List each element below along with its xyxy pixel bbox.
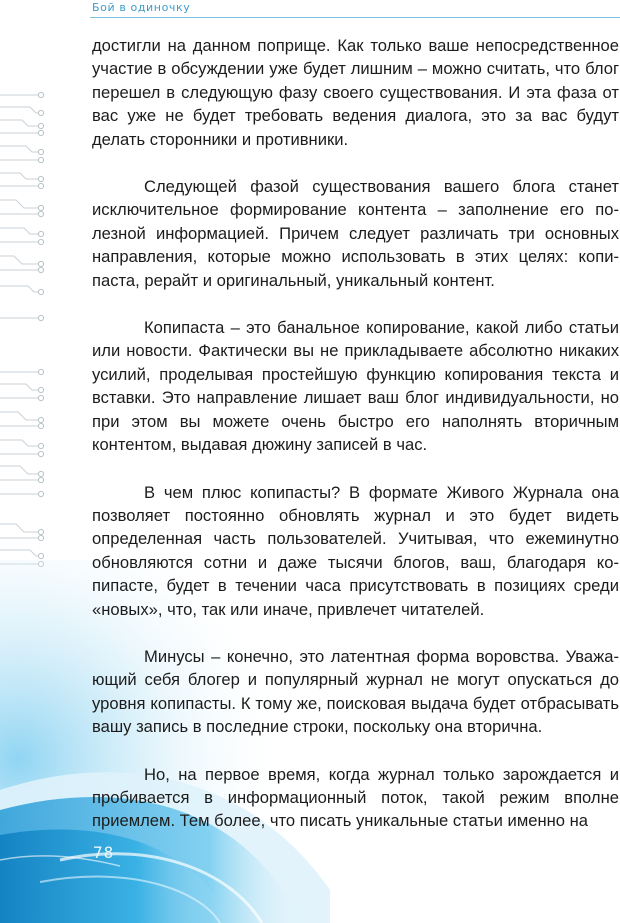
paragraph: Следующей фазой существования вашего блога станет исключительное формирование контента – заполнение его полезной информацией. Причем следует различать три основных направления, которые можно использовать в этих целях: копипаста, рерайт и оригинальный, уникальный контент. [92, 177, 619, 290]
paragraph: достигли на данном поприще. Как только ваше непосредственное участие в обсуждении уже будет лишним – можно считать, что блог перешел в следующую фазу своего существования. И эта фаза от вас уже не будет требовать ведения диалога, это за вас будут делать сторонники и противники. [92, 36, 619, 149]
body-text [92, 34, 619, 833]
circuit-pattern-decoration [0, 80, 60, 580]
page-number: 78 [93, 843, 115, 862]
header-rule [90, 17, 620, 18]
paragraph: Копипаста – это банальное копирование, какой либо статьи или новости. Фактически вы не прикладываете абсолютно никаких усилий, проделывая простейшую функцию копирования текста и вставки. Это направление лишает ваш блог индивидуальности, но при этом вы можете очень быстро его наполнять вторичным контентом, выдавая дюжину записей в час. [92, 318, 619, 455]
paragraph: В чем плюс копипасты? В формате Живого Журнала она позволяет постоянно обновлять журнал и это будет видеть определенная часть пользователей. Учитывая, что ежеминутно обновляются сотни и даже тысячи блогов, ваш, благодаря копипасте, будет в течении часа присутствовать в позициях среди «новых», что, так или иначе, привлечет читателей. [92, 482, 619, 619]
paragraph: Минусы – конечно, это латентная форма воровства. Уважающий себя блогер и популярный журнал не могут опускаться до уровня копипасты. К тому же, поисковая выдача будет отбрасывать вашу запись в последние строки, поскольку она вторична. [92, 646, 619, 737]
paragraph: Но, на первое время, когда журнал только зарождается и пробивается в информационный поток, такой режим вполне приемлем. Тем более, что писать уникальные статьи именно на [92, 764, 619, 831]
running-title: Бой в одиночку [92, 1, 191, 14]
